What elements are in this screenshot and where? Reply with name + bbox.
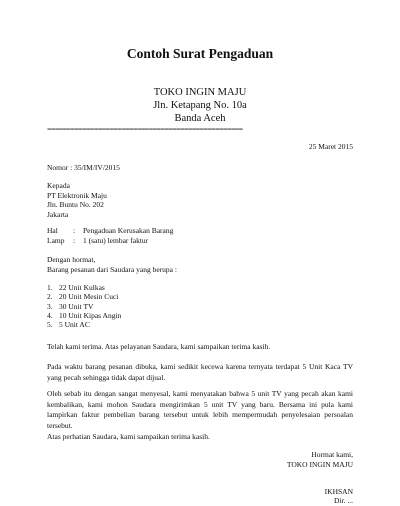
letterhead-city: Banda Aceh <box>174 113 226 124</box>
recipient-line: Kepada <box>47 181 70 190</box>
letter-number: Nomor : 35/IM/IV/2015 <box>47 163 120 172</box>
recipient-line: PT Elektronik Maju <box>47 190 107 200</box>
list-item <box>47 292 121 301</box>
subject-block <box>47 226 353 245</box>
list-item-number: 4. <box>47 310 53 320</box>
list-item <box>47 311 121 320</box>
subject-row-hal <box>47 226 353 236</box>
list-item-number: 1. <box>47 283 53 292</box>
list-item-number: 2. <box>47 292 53 302</box>
list-item-text: 22 Unit Kulkas <box>59 283 105 292</box>
signer-name: IKHSAN <box>324 487 353 496</box>
subject-value: 1 (satu) lembar faktur <box>83 235 149 245</box>
list-item-number: 5. <box>47 320 53 330</box>
body-paragraph: Pada waktu barang pesanan dibuka, kami sedikit kecewa karena ternyata terdapat 5 Unit Kaca TV yang pecah sehingga tidak dapat dijual. <box>47 362 353 382</box>
list-item-text: 20 Unit Mesin Cuci <box>59 292 119 302</box>
recipient-line: Jakarta <box>47 209 69 219</box>
signer-title: Dir. ... <box>334 496 353 505</box>
list-item-number: 3. <box>47 301 53 311</box>
subject-colon: : <box>73 235 76 245</box>
list-item-text: 30 Unit TV <box>59 301 94 311</box>
letterhead <box>0 86 400 125</box>
recipient-line: Jln. Buntu No. 202 <box>47 200 104 210</box>
document-title: Contoh Surat Pengaduan <box>126 46 274 61</box>
item-list <box>47 283 121 329</box>
subject-colon: : <box>73 226 76 235</box>
signoff-company: TOKO INGIN MAJU <box>286 459 353 469</box>
signoff-block <box>287 450 353 469</box>
list-item-text: 5 Unit AC <box>59 320 90 330</box>
closing-paragraph: Atas perhatian Saudara, kami sampaikan terima kasih. <box>47 432 210 441</box>
letterhead-address: Jln. Ketapang No. 10a <box>153 100 247 111</box>
body-paragraph: Telah kami terima. Atas pelayanan Saudara, kami sampaikan terima kasih. <box>47 342 271 351</box>
list-item <box>47 302 121 311</box>
recipient-block <box>47 181 353 219</box>
subject-row-lamp <box>47 236 353 246</box>
subject-key: Lamp <box>47 235 65 245</box>
greeting-intro: Barang pesanan dari Saudara yang berupa : <box>47 264 177 274</box>
list-item <box>47 283 121 292</box>
greeting-block <box>47 255 353 274</box>
body-paragraph: Oleh sebab itu dengan sangat menyesal, kami menyatakan bahwa 5 unit TV yang pecah akan kami kembalikan, kami mohon Saudara mengirimkan 5 unit TV yang baru. Bersama ini pula kami lampirkan faktur pembelian barang tersebut untuk lebih mempermudah penyelesaian persoalan tersebut. <box>47 389 353 430</box>
letterhead-separator: ================================================== <box>47 125 243 134</box>
subject-key: Hal <box>47 226 58 235</box>
letter-date: 25 Maret 2015 <box>308 142 353 151</box>
signoff-closing: Hormat kami, <box>311 450 353 459</box>
subject-value: Pengaduan Kerusakan Barang <box>83 226 174 235</box>
list-item-text: 10 Unit Kipas Angin <box>59 310 122 320</box>
letterhead-company: TOKO INGIN MAJU <box>153 87 247 98</box>
list-item <box>47 320 121 329</box>
salutation: Dengan hormat, <box>47 255 96 264</box>
